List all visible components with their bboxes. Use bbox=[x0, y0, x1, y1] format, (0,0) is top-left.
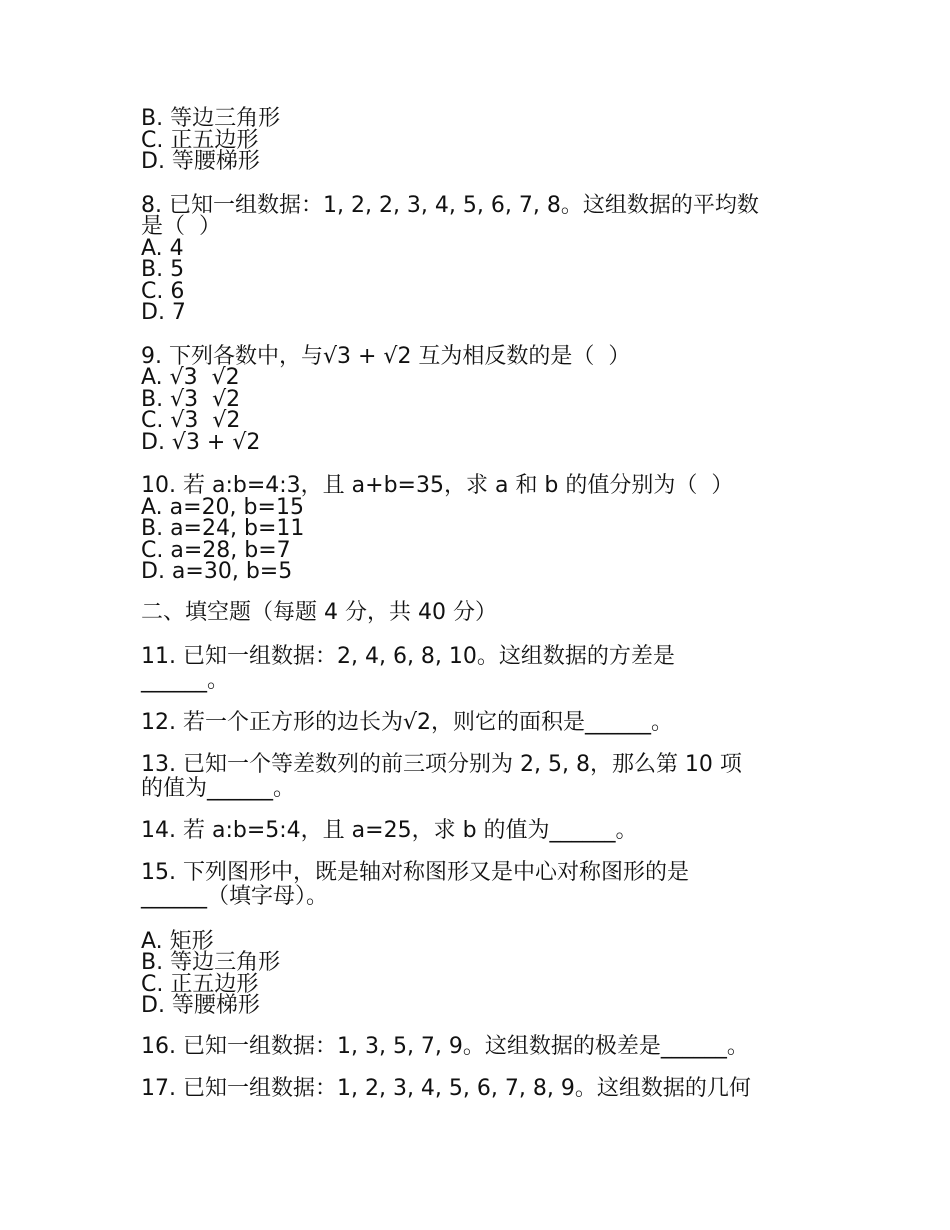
option-c: C. a=28, b=7 bbox=[141, 537, 291, 563]
question-text-cont: ______。 bbox=[141, 667, 230, 693]
option-d: D. 等腰梯形 bbox=[141, 149, 260, 174]
exam-content bbox=[141, 108, 821, 1123]
question-text: 15. 下列图形中，既是轴对称图形又是中心对称图形的是 bbox=[141, 859, 689, 885]
question-9 bbox=[141, 343, 821, 455]
option-b: B. √3 √2 bbox=[141, 386, 241, 412]
question-10 bbox=[141, 475, 821, 583]
question-text: 14. 若 a:b=5:4，且 a=25，求 b 的值为______。 bbox=[141, 817, 638, 843]
question-text: 8. 已知一组数据：1, 2, 2, 3, 4, 5, 6, 7, 8。这组数据的平均数 bbox=[141, 192, 759, 218]
question-12 bbox=[141, 711, 821, 735]
question-text: 10. 若 a:b=4:3，且 a+b=35，求 a 和 b 的值分别为（ ） bbox=[141, 473, 734, 498]
question-11 bbox=[141, 645, 821, 693]
question-8 bbox=[141, 192, 821, 325]
option-d: D. a=30, b=5 bbox=[141, 559, 293, 584]
question-13 bbox=[141, 753, 821, 801]
option-c: C. 6 bbox=[141, 278, 185, 304]
option-a: A. 4 bbox=[141, 235, 184, 261]
option-c: C. 正五边形 bbox=[141, 971, 259, 997]
question-text-cont: 是（ ） bbox=[141, 214, 221, 239]
option-d: D. 7 bbox=[141, 300, 186, 325]
section-heading: 二、填空题（每题 4 分，共 40 分） bbox=[141, 599, 497, 625]
question-text: 17. 已知一组数据：1, 2, 3, 4, 5, 6, 7, 8, 9。这组数据的几何 bbox=[141, 1075, 751, 1101]
option-b: B. 5 bbox=[141, 257, 185, 282]
option-b: B. 等边三角形 bbox=[141, 106, 281, 131]
option-a: A. 矩形 bbox=[141, 928, 214, 954]
question-text: 11. 已知一组数据：2, 4, 6, 8, 10。这组数据的方差是 bbox=[141, 643, 675, 669]
question-text: 12. 若一个正方形的边长为√2，则它的面积是______。 bbox=[141, 709, 673, 735]
option-a: A. a=20, b=15 bbox=[141, 494, 304, 520]
option-c: C. √3 √2 bbox=[141, 408, 241, 433]
option-d: D. 等腰梯形 bbox=[141, 993, 260, 1018]
question-text: 9. 下列各数中，与√3 + √2 互为相反数的是（ ） bbox=[141, 343, 631, 369]
option-b: B. a=24, b=11 bbox=[141, 516, 305, 541]
question-text-cont: ______（填字母）。 bbox=[141, 883, 329, 909]
question-16 bbox=[141, 1035, 821, 1059]
question-15 bbox=[141, 861, 821, 909]
question-text-cont: 的值为______。 bbox=[141, 775, 296, 801]
question-17 bbox=[141, 1077, 821, 1101]
question-7-options bbox=[141, 108, 821, 173]
question-text: 16. 已知一组数据：1, 3, 5, 7, 9。这组数据的极差是______。 bbox=[141, 1033, 749, 1059]
question-text: 13. 已知一个等差数列的前三项分别为 2, 5, 8，那么第 10 项 bbox=[141, 751, 742, 777]
question-15-options bbox=[141, 928, 821, 1018]
option-a: A. √3 √2 bbox=[141, 365, 240, 390]
option-c: C. 正五边形 bbox=[141, 127, 259, 153]
option-b: B. 等边三角形 bbox=[141, 950, 281, 975]
question-14 bbox=[141, 819, 821, 843]
option-d: D. √3 + √2 bbox=[141, 429, 261, 455]
